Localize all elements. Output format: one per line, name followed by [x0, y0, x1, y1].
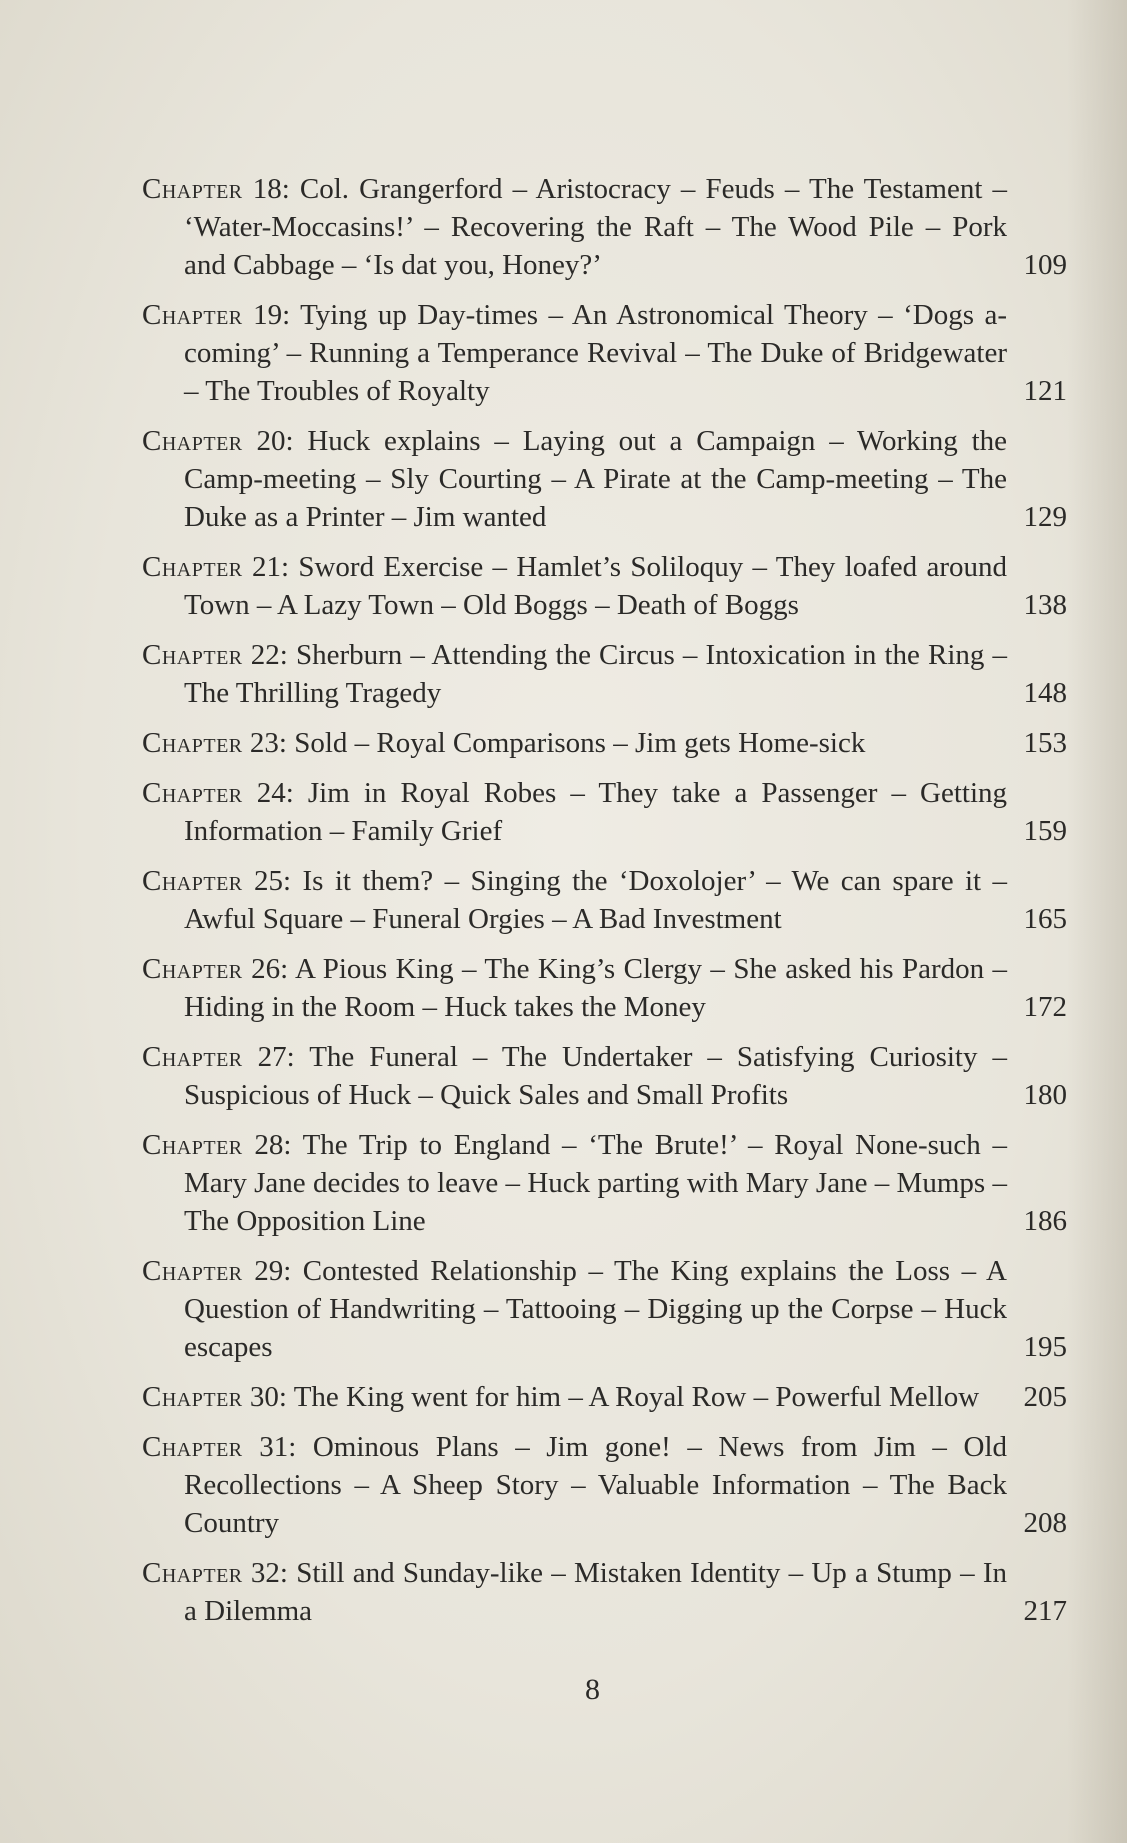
page-number: 205: [1023, 1381, 1067, 1413]
toc-entry: Chapter 19: Tying up Day-times – An Astronomical Theory – ‘Dogs a-coming’ – Running a Temperance Revival – The Duke of Bridgewater – The Troubles of Royalty 121: [142, 296, 1067, 410]
chapter-summary: Still and Sunday-like – Mistaken Identity – Up a Stump – In a Dilemma: [184, 1557, 1008, 1627]
chapter-number: 27: [257, 1041, 287, 1073]
page-number: 109: [1023, 249, 1067, 281]
chapter-word: Chapter: [142, 1041, 243, 1073]
page-number: 208: [1023, 1507, 1067, 1539]
chapter-word: Chapter: [142, 1255, 243, 1287]
chapter-summary: Sold – Royal Comparisons – Jim gets Home-sick: [294, 727, 866, 759]
chapter-number: 24: [256, 777, 286, 809]
chapter-word: Chapter: [142, 865, 243, 897]
chapter-summary: Huck explains – Laying out a Campaign – Working the Camp-meeting – Sly Courting – A Pirate at the Camp-meeting – The Duke as a Printer – Jim wanted: [184, 425, 1008, 533]
chapter-summary: The Trip to England – ‘The Brute!’ – Royal None-such – Mary Jane decides to leave – Huck parting with Mary Jane – Mumps – The Opposition Line: [184, 1129, 1007, 1237]
page-number: 138: [1023, 589, 1067, 621]
page-folio: 8: [585, 1673, 600, 1706]
toc-entry: Chapter 31: Ominous Plans – Jim gone! – News from Jim – Old Recollections – A Sheep Story – Valuable Information – The Back Country 208: [142, 1428, 1067, 1542]
table-of-contents: [142, 170, 1067, 1642]
chapter-word: Chapter: [142, 425, 243, 457]
chapter-word: Chapter: [142, 551, 243, 583]
chapter-word: Chapter: [142, 639, 243, 671]
chapter-number: 20: [256, 425, 286, 457]
page-number: 180: [1023, 1079, 1067, 1111]
chapter-word: Chapter: [142, 1129, 243, 1161]
toc-entry: Chapter 18: Col. Grangerford – Aristocracy – Feuds – The Testament – ‘Water-Moccasins!’ – Recovering the Raft – The Wood Pile – Pork and Cabbage – ‘Is dat you, Honey?’ 109: [142, 170, 1067, 284]
toc-entry: Chapter 25: Is it them? – Singing the ‘Doxolojer’ – We can spare it – Awful Square – Funeral Orgies – A Bad Investment 165: [142, 862, 1067, 938]
toc-entry: Chapter 24: Jim in Royal Robes – They take a Passenger – Getting Information – Family Grief 159: [142, 774, 1067, 850]
chapter-number: 19: [253, 299, 283, 331]
chapter-summary: Sword Exercise – Hamlet’s Soliloquy – They loafed around Town – A Lazy Town – Old Boggs – Death of Boggs: [184, 551, 1008, 621]
chapter-word: Chapter: [142, 953, 243, 985]
chapter-word: Chapter: [142, 777, 243, 809]
page-number: 159: [1023, 815, 1067, 847]
page-number: 217: [1023, 1595, 1067, 1627]
chapter-number: 30: [249, 1381, 279, 1413]
chapter-number: 22: [250, 639, 280, 671]
toc-entry: Chapter 29: Contested Relationship – The King explains the Loss – A Question of Handwriting – Tattooing – Digging up the Corpse – Huck escapes 195: [142, 1252, 1067, 1366]
chapter-summary: Jim in Royal Robes – They take a Passenger – Getting Information – Family Grief: [184, 777, 1008, 847]
chapter-number: 31: [259, 1431, 289, 1463]
chapter-word: Chapter: [142, 299, 243, 331]
page-number: 165: [1023, 903, 1067, 935]
chapter-summary: Sherburn – Attending the Circus – Intoxication in the Ring – The Thrilling Tragedy: [184, 639, 1008, 709]
toc-entry: Chapter 27: The Funeral – The Undertaker – Satisfying Curiosity – Suspicious of Huck – Quick Sales and Small Profits 180: [142, 1038, 1067, 1114]
toc-entry: Chapter 20: Huck explains – Laying out a Campaign – Working the Camp-meeting – Sly Courting – A Pirate at the Camp-meeting – The Duke as a Printer – Jim wanted 129: [142, 422, 1067, 536]
page-number: 129: [1023, 501, 1067, 533]
page-edge-shadow: [1067, 0, 1127, 1843]
chapter-number: 28: [254, 1129, 284, 1161]
chapter-summary: Tying up Day-times – An Astronomical Theory – ‘Dogs a-coming’ – Running a Temperance Revival – The Duke of Bridgewater – The Troubles of Royalty: [184, 299, 1008, 407]
chapter-summary: Contested Relationship – The King explains the Loss – A Question of Handwriting – Tattooing – Digging up the Corpse – Huck escapes: [184, 1255, 1008, 1363]
chapter-number: 18: [252, 173, 282, 205]
toc-entry: Chapter 26: A Pious King – The King’s Clergy – She asked his Pardon – Hiding in the Room – Huck takes the Money 172: [142, 950, 1067, 1026]
page-number: 148: [1023, 677, 1067, 709]
chapter-number: 25: [254, 865, 284, 897]
page-number: 121: [1023, 375, 1067, 407]
page-number: 153: [1023, 727, 1067, 759]
chapter-summary: The King went for him – A Royal Row – Powerful Mellow: [293, 1381, 980, 1413]
chapter-number: 23: [249, 727, 279, 759]
toc-entry: Chapter 28: The Trip to England – ‘The Brute!’ – Royal None-such – Mary Jane decides to leave – Huck parting with Mary Jane – Mumps – The Opposition Line 186: [142, 1126, 1067, 1240]
chapter-word: Chapter: [142, 173, 243, 205]
chapter-summary: A Pious King – The King’s Clergy – She asked his Pardon – Hiding in the Room – Huck takes the Money: [184, 953, 1008, 1023]
toc-entry: Chapter 22: Sherburn – Attending the Circus – Intoxication in the Ring – The Thrilling Tragedy 148: [142, 636, 1067, 712]
chapter-number: 21: [251, 551, 281, 583]
chapter-word: Chapter: [142, 1381, 243, 1413]
chapter-summary: Is it them? – Singing the ‘Doxolojer’ – We can spare it – Awful Square – Funeral Orgies – A Bad Investment: [184, 865, 1007, 935]
chapter-summary: Col. Grangerford – Aristocracy – Feuds – The Testament – ‘Water-Moccasins!’ – Recovering the Raft – The Wood Pile – Pork and Cabbage – ‘Is dat you, Honey?’: [184, 173, 1007, 281]
toc-entry: Chapter 30: The King went for him – A Royal Row – Powerful Mellow 205: [142, 1378, 1067, 1416]
chapter-summary: Ominous Plans – Jim gone! – News from Jim – Old Recollections – A Sheep Story – Valuable Information – The Back Country: [184, 1431, 1008, 1539]
chapter-number: 32: [250, 1557, 280, 1589]
chapter-number: 29: [254, 1255, 284, 1287]
toc-entry: Chapter 23: Sold – Royal Comparisons – Jim gets Home-sick 153: [142, 724, 1067, 762]
toc-entry: Chapter 32: Still and Sunday-like – Mistaken Identity – Up a Stump – In a Dilemma 217: [142, 1554, 1067, 1630]
chapter-summary: The Funeral – The Undertaker – Satisfying Curiosity – Suspicious of Huck – Quick Sales and Small Profits: [184, 1041, 1007, 1111]
chapter-word: Chapter: [142, 727, 243, 759]
page-number: 172: [1023, 991, 1067, 1023]
toc-entry: Chapter 21: Sword Exercise – Hamlet’s Soliloquy – They loafed around Town – A Lazy Town – Old Boggs – Death of Boggs 138: [142, 548, 1067, 624]
chapter-word: Chapter: [142, 1557, 243, 1589]
chapter-word: Chapter: [142, 1431, 243, 1463]
page-number: 186: [1023, 1205, 1067, 1237]
page-number: 195: [1023, 1331, 1067, 1363]
chapter-number: 26: [251, 953, 281, 985]
